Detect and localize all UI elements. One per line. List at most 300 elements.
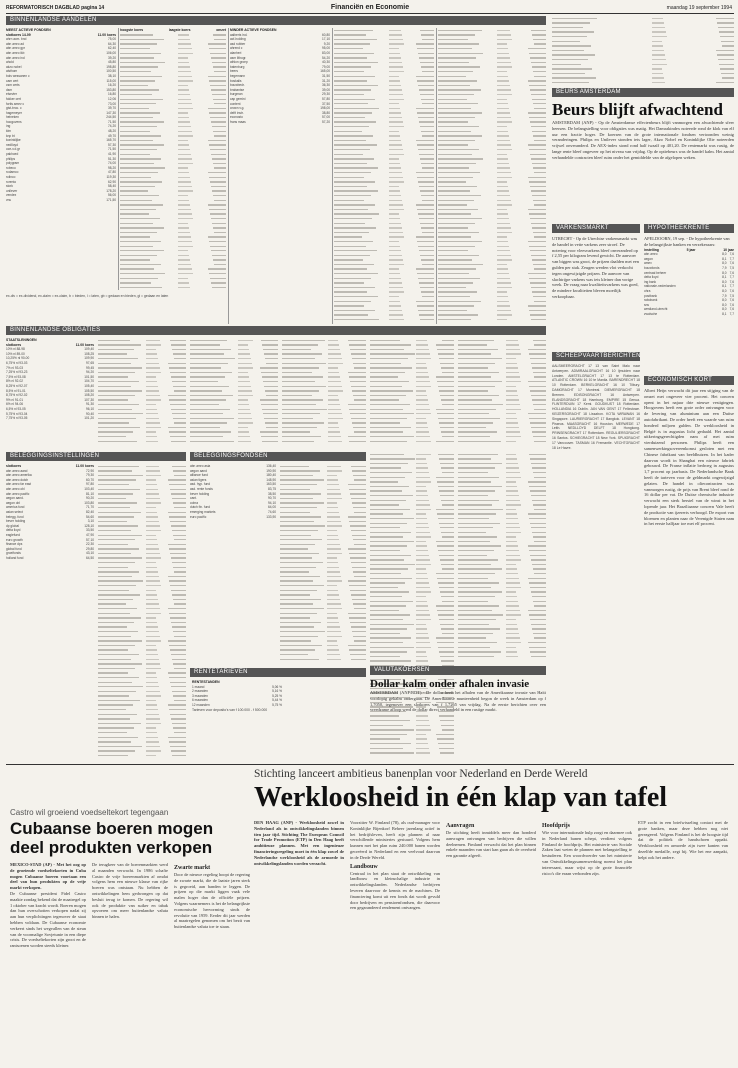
row-value: 64,30 xyxy=(108,41,116,46)
row-value: 7,6 xyxy=(729,302,734,307)
row-label: oce-v.d.gr xyxy=(6,147,20,152)
row-label: boskalis xyxy=(230,78,242,83)
row-value: 119,30 xyxy=(106,175,116,179)
cuba-body-2: Door de nieuwe regeling hoopt de regering de zwarte markt, die de laatste jaren sterk is gegroeid, aan banden te leggen. De prijzen op die markt liggen vaak vele malen hoger dan de officiële prijzen. Volgens waarnemers is het de belangrijkste economische hervorming sinds de revolutie van 1959. Eerder dit jaar werden al maatregelen genomen om het bezit van buitenlandse valuta toe te staan. xyxy=(174,872,250,930)
row-label: hagemeyer xyxy=(6,110,22,115)
row-label: 5,75% nl 93-04 xyxy=(6,411,28,416)
row-value: 96,10 xyxy=(86,406,94,411)
row-value: 147,30 xyxy=(106,110,116,115)
row-label: belegg. fund xyxy=(6,514,24,519)
row-value: 83,00 xyxy=(322,50,330,55)
section-varkensmarkt: VARKENSMARKT xyxy=(552,224,640,233)
beleggingsinstellingen-col-headers: slotkoers 11.00 koers xyxy=(6,464,94,468)
row-label: eaglefund xyxy=(6,532,21,537)
aandelen-fill-2 xyxy=(120,33,226,290)
section-aandelen: BINNENLANDSE AANDELEN xyxy=(6,16,546,25)
beurs-article xyxy=(552,100,734,220)
row-value: 47,80 xyxy=(108,170,116,175)
row-value: 37,50 xyxy=(322,101,330,106)
hypotheek-block xyxy=(644,236,734,372)
row-label: abn amro ikb xyxy=(6,50,25,55)
row-value: 3,10 xyxy=(87,519,94,524)
row-value: 7,6 xyxy=(729,279,734,284)
row-value: 16,80 xyxy=(108,92,116,97)
row-label: content xyxy=(230,101,241,106)
row-value: 8,0 xyxy=(722,270,727,275)
row-label: 7,25% nl 93-23 xyxy=(6,370,28,375)
row-label: bols wessanen c xyxy=(6,73,30,78)
row-label: aegon aand. xyxy=(6,496,24,501)
aandelen-footnote: ex-div = ex-dividend, ex-claim = ex-claim, b = bieden, l = laten, gb = gedaan en bieden, gl = gedaan en laten xyxy=(6,294,169,298)
row-label: centraal beheer xyxy=(644,270,667,275)
row-value: 16,20 xyxy=(108,83,116,88)
row-label: america fund xyxy=(6,505,25,510)
row-label: elsevier xyxy=(6,92,17,97)
row-value: 178,20 xyxy=(106,188,116,193)
row-value: 5,44 % xyxy=(272,698,282,703)
row-value: 38,50 xyxy=(268,491,276,496)
col-separator xyxy=(228,28,229,324)
row-label: delta lloyd xyxy=(6,528,21,533)
row-value: 60,70 xyxy=(86,477,94,482)
row-value: 198,00 xyxy=(320,106,330,111)
row-value: 57,00 xyxy=(322,115,330,120)
beleggingsfondsen-col-1 xyxy=(190,464,276,664)
werkloosheid-subhead: Landbouw xyxy=(350,863,378,870)
row-value: 56,00 xyxy=(108,193,116,198)
col-separator xyxy=(436,28,437,324)
row-label: 8% nl 92-02 xyxy=(6,379,24,384)
row-label: ahrn acm. bnd xyxy=(6,37,27,42)
row-value: 98,20 xyxy=(108,165,116,170)
row-value: 106,00 xyxy=(106,50,116,55)
row-label: burgman xyxy=(230,92,243,97)
aandelen-rows-2 xyxy=(230,33,330,125)
werk-col-1 xyxy=(254,820,344,911)
row-label: 6,75% nl 93-03 xyxy=(6,360,28,365)
row-label: ing xyxy=(6,124,11,129)
row-value: 62,40 xyxy=(108,46,116,51)
row-label: abn amro aand xyxy=(6,468,28,473)
row-value: 7,7 xyxy=(729,275,734,280)
cuba-col-2 xyxy=(92,862,168,949)
cuba-columns xyxy=(10,862,250,949)
row-label: stork xyxy=(6,184,13,189)
row-value: 74,20 xyxy=(108,124,116,129)
row-value: 51,30 xyxy=(108,156,116,161)
table-row xyxy=(6,556,94,561)
row-value: 94,10 xyxy=(268,500,276,505)
row-value: 165,00 xyxy=(320,69,330,74)
row-label: econosto xyxy=(230,115,243,120)
texture-line xyxy=(458,654,546,659)
row-value: 90,70 xyxy=(268,496,276,501)
row-label: bouwfonds xyxy=(644,265,660,270)
row-label: abn amro asia xyxy=(190,464,211,468)
cuba-subhead: Zwarte markt xyxy=(174,865,211,871)
row-label: abn amro gpr xyxy=(6,46,25,51)
rentetarieven-subhead: RENTESTANDEN xyxy=(192,680,220,684)
row-label: 7% nl 93-03 xyxy=(6,365,24,370)
row-label: postbank xyxy=(644,293,657,298)
row-value: 7,7 xyxy=(729,284,734,289)
row-value: 198,80 xyxy=(106,64,116,69)
row-value: 7,9 xyxy=(722,293,727,298)
row-value: 128,10 xyxy=(84,523,94,528)
row-label: alanheri xyxy=(230,50,242,55)
aandelen-subhead: MEEST ACTIEVE FONDSEN xyxy=(6,28,51,32)
section-beleggingsfondsen: BELEGGINGSFONDSEN xyxy=(190,452,366,461)
aandelen-col-5 xyxy=(438,28,546,324)
row-value: 7,7 xyxy=(729,256,734,261)
row-label: euro growth xyxy=(6,537,23,542)
row-label: 12 maanden xyxy=(192,702,210,707)
table-row xyxy=(644,312,734,317)
row-label: rolinco xyxy=(6,175,16,179)
obligaties-rows xyxy=(6,347,94,421)
row-label: unilever xyxy=(6,188,18,193)
row-value: 7,6 xyxy=(729,288,734,293)
row-label: abn amro pacific xyxy=(6,491,30,496)
row-label: delta lloyd xyxy=(644,275,659,280)
row-value: 8,0 xyxy=(722,302,727,307)
row-label: cap gemini xyxy=(230,96,246,101)
row-value: 79,30 xyxy=(86,473,94,478)
row-label: rodamco xyxy=(6,170,19,175)
row-value: 57,20 xyxy=(322,119,330,124)
row-label: klm xyxy=(6,129,11,134)
row-value: 74,00 xyxy=(108,161,116,166)
row-label: koninklijke xyxy=(6,138,21,143)
werk-col-5 xyxy=(638,820,728,911)
werkloosheid-subhead-3: Hoofdprijs xyxy=(542,823,571,829)
texture-line xyxy=(458,439,546,444)
row-value: 8,1 xyxy=(722,311,727,316)
row-label: 8,25% nl 92-07 xyxy=(6,383,28,388)
row-value: 105,50 xyxy=(84,388,94,393)
row-label: csm certs xyxy=(6,83,20,88)
row-label: polygram xyxy=(6,161,20,166)
hypotheek-col-headers: instelling 5 jaar 10 jaar xyxy=(644,247,734,252)
row-label: asm lithogr. xyxy=(230,55,247,60)
row-value: 5,16 % xyxy=(272,689,282,694)
row-label: 1 maand xyxy=(192,684,205,689)
obligaties-col-3 xyxy=(190,338,278,448)
row-label: philips xyxy=(6,156,16,161)
row-value: 5,25 % xyxy=(272,693,282,698)
row-value: 31,20 xyxy=(322,78,330,83)
row-label: bever holding xyxy=(190,491,210,496)
row-value: 8,0 xyxy=(722,252,727,257)
row-value: 94,20 xyxy=(86,370,94,375)
row-label: nationale-nederlanden xyxy=(644,284,676,289)
row-label: abn amro xyxy=(644,252,658,257)
beleggingsfondsen-rows xyxy=(190,464,276,519)
row-label: 7,5% nl 93-08 xyxy=(6,374,26,379)
row-label: hoogovens xyxy=(6,119,22,124)
table-row xyxy=(190,515,276,520)
row-label: global fund xyxy=(6,546,22,551)
cuba-body-3: De terugkeer van de boerenmarkten werd al maanden verwacht. In 1986 schafte Castro de vrije boerenmarkten af omdat volgens hem een nieuwe klasse van rijke boeren was ontstaan. Nu hebben de ontwikkelingen hem gedwongen op dat besluit terug te komen. De regering wil ook de produktie van suiker en tabak opvoeren om meer buitenlandse valuta binnen te halen. xyxy=(92,862,168,920)
werkloosheid-body: Voorzitter W. Fimland (78), als oud-manager voor Koninklijke Bijenkorf Beheer jarenlang actief in het bedrijfsleven, heeft zijn plannen al naar verschillende ministeries gestuurd. Volgens hem kunnen met het plan ruim 240.000 banen worden gecreëerd in Nederland en een veelvoud daarvan in de Derde Wereld. xyxy=(350,820,440,860)
row-label: nedlloyd xyxy=(6,142,18,147)
row-value: 99,45 xyxy=(86,365,94,370)
werkloosheid-kicker: Stichting lanceert ambitieus banenplan voor Nederland en Derde Wereld xyxy=(254,768,588,780)
row-value: 8,0 xyxy=(722,261,727,266)
row-value: 103,80 xyxy=(84,500,94,505)
section-beleggingsinstellingen: BELEGGINGSINSTELLINGEN xyxy=(6,452,186,461)
cuba-kicker: Castro wil groeiend voedseltekort tegengaan xyxy=(10,808,169,817)
row-label: fortis amev c xyxy=(6,101,25,106)
row-label: 6,5% nl 93-05 xyxy=(6,406,26,411)
row-value: 22,30 xyxy=(86,542,94,547)
row-value: 75,00 xyxy=(108,37,116,42)
table-row xyxy=(230,120,330,125)
row-value: 8,1 xyxy=(722,256,727,261)
row-value: 73,00 xyxy=(108,101,116,106)
beleggingsinstellingen-col-2 xyxy=(98,464,186,759)
row-value: 7,5 xyxy=(729,293,734,298)
row-label: asian select xyxy=(6,509,23,514)
row-label: knp bt xyxy=(6,133,15,138)
row-value: 171,50 xyxy=(106,197,116,202)
werkloosheid-columns xyxy=(254,820,734,911)
row-value: 7,6 xyxy=(729,270,734,275)
row-label: finance dps xyxy=(6,542,23,547)
row-value: 64,00 xyxy=(268,505,276,510)
fondsen-col-4 xyxy=(458,452,546,662)
hypotheek-rows xyxy=(644,252,734,316)
row-label: ing bank xyxy=(644,279,657,284)
row-value: 31,50 xyxy=(322,73,330,78)
werkloosheid-headline: Werkloosheid in één klap van tafel xyxy=(254,782,668,813)
obligaties-col-5 xyxy=(370,338,454,448)
row-value: 100,50 xyxy=(106,69,116,74)
row-label: asd. hyp. fund xyxy=(190,482,211,487)
row-label: ahold xyxy=(6,60,14,65)
row-value: 8,0 xyxy=(722,288,727,293)
economisch-article xyxy=(644,388,734,759)
row-value: 109,90 xyxy=(84,356,94,361)
section-economisch: ECONOMISCH KORT xyxy=(644,376,734,385)
cuba-body: De Cubaanse president Fidel Castro maakte zondag bekend dat de maatregel op 1 oktober van kracht wordt. Boeren mogen dan hun overschotten verkopen nadat zij aan hun verplichtingen tegenover de staat hebben voldaan. De Cubaanse economie verkeert sinds het wegvallen van de steun van de voormalige Sovjetunie in een diepe crisis. De voedseltekorten zijn groot en de rantsoenen worden steeds kleiner. xyxy=(10,890,86,949)
masthead-section: Financiën en Economie xyxy=(330,4,410,11)
row-value: 38,10 xyxy=(108,73,116,78)
werkloosheid-subhead-2: Aanvragen xyxy=(446,823,475,829)
row-value: 40,30 xyxy=(322,60,330,65)
row-label: cant. xyxy=(190,496,197,501)
row-value: 101,20 xyxy=(84,416,94,421)
row-label: robeco xyxy=(6,165,16,170)
row-value: 97,65 xyxy=(86,360,94,365)
row-value: 71,50 xyxy=(108,119,116,124)
row-value: 108,25 xyxy=(84,351,94,356)
obligaties-col-4 xyxy=(282,338,366,448)
row-value: 64,50 xyxy=(86,555,94,560)
section-rentetarieven: RENTETARIEVEN xyxy=(190,668,366,677)
row-label: alsthom xyxy=(6,69,18,74)
row-label: rorento xyxy=(6,179,17,184)
row-value: 8,0 xyxy=(722,298,727,303)
aandelen-col-headers-2: hoogste koers laagste koers omzet xyxy=(120,28,226,32)
row-label: asd rubber xyxy=(230,41,246,46)
cuba-col-1 xyxy=(10,862,86,949)
row-label: cam cert xyxy=(6,78,19,83)
werk-col-4 xyxy=(542,820,632,911)
rentetarieven-block xyxy=(192,680,282,758)
row-label: alliance fund xyxy=(190,473,208,478)
row-value: 36,30 xyxy=(322,83,330,88)
valuta-body: AMSTERDAM (ANP/RDT) - De dollar heeft het afhalen van de Amerikaanse invasie van Haïti voorlopig gekalm ondergaan. De Amerikaanse munteenheid begon de week in Amsterdam op f 1,7050, tegenover een slotkoers van f 1,7265 van vrijdag. Na de eerste berichten over een vreedzame afloop werd de dollar direct verhandeld in een rustige markt. xyxy=(370,690,546,713)
table-row xyxy=(6,198,116,203)
row-value: 7,6 xyxy=(729,307,734,312)
row-label: abn amro far east xyxy=(6,482,31,487)
masthead-left: REFORMATORISCH DAGBLAD pagina 14 xyxy=(6,5,105,11)
row-value: 81,10 xyxy=(86,491,94,496)
texture-line xyxy=(120,285,226,290)
row-label: groeifonds xyxy=(6,551,21,556)
row-value: 90,40 xyxy=(86,411,94,416)
row-value: 180,40 xyxy=(266,473,276,478)
masthead xyxy=(6,3,734,13)
fold-rule xyxy=(6,764,734,765)
obligaties-subhead: STAATSLENINGEN xyxy=(6,338,37,342)
row-value: 57,30 xyxy=(108,142,116,147)
section-obligaties: BINNENLANDSE OBLIGATIES xyxy=(6,326,546,335)
row-label: 8,5% nl 91-01 xyxy=(6,388,26,393)
row-value: 153,80 xyxy=(106,87,116,92)
row-label: 10% nl 89-00 xyxy=(6,351,25,356)
werkloosheid-lead: DEN HAAG (ANP) - Werkloosheid zowel in Nederland als in ontwikkelingslanden binnen tien jaar tijd. Stichting The European Council for Trade Promotion (ETP) in Den Haag heeft ambitieuze plannen. Met een ingenieuze financieringsregeling moet in één klap zowel de Nederlandse werkloosheid als de armoede in ontwikkelingslanden worden verzacht. xyxy=(254,820,344,866)
row-value: 54,60 xyxy=(86,514,94,519)
row-label: bever holding xyxy=(6,519,26,524)
valuta-headline: Dollar kalm onder afhalen invasie xyxy=(370,678,530,690)
row-value: 39,70 xyxy=(108,106,116,111)
row-label: abn amro dutch xyxy=(6,477,29,482)
row-value: 45,80 xyxy=(108,60,116,65)
scheepvaart-body: AALSMEERGRACHT 17 13 van Saint Malo naar Antwerpen. ADMIRAALGRACHT 16 10 Ijmuiden naar Londen. AMSTELGRACHT 17 13 te Rotterdam. ATLANTIC CROWN 16 10 te Manila. BARENDRECHT 18 10 Rotterdam. BERKELGRACHT 16 10 Tilbury. DAMGRACHT 17 Montreal. DIEMERGRACHT 18 Bremen. EDISONGRACHT 16 Antwerpen. ELANDSGRACHT 18 Hamburg. EMPIRE 15 Genua. FLINTERDUIN 17 Kemi. GOUDKUST 18 Rotterdam. HOLLANDIA 16 Dublin. JAN VAN GENT 17 Felixstowe. KEIZERSGRACHT 18 Lissabon. KOTA WIRAWAN 16 Singapore. LAURIERGRACHT 17 Bangkok. LEVANT 18 Piraeus. MAASGRACHT 16 Houston. MERWEDE 17 Leith. NEDLLOYD DELFT 18 Hongkong. PRINSENGRACHT 17 Rotterdam. REGULIERSGRACHT 16 Santos. SCHIEGRACHT 18 New York. SPUIGRACHT 17 Vancouver. TASMAN 16 Fremantle. VECHTGRACHT 18 Le Havre. xyxy=(552,364,640,450)
rentetarieven-rows xyxy=(192,685,282,708)
row-value: 29,80 xyxy=(86,546,94,551)
row-label: akzo nobel xyxy=(6,64,22,69)
row-label: westland-utrecht xyxy=(644,307,668,312)
row-label: brabantse xyxy=(230,87,245,92)
row-value: 39,20 xyxy=(108,55,116,60)
col-separator xyxy=(118,28,119,290)
row-value: 8,0 xyxy=(722,279,727,284)
row-value: 82,40 xyxy=(86,509,94,514)
row-label: fokker cert xyxy=(6,96,21,101)
valuta-article xyxy=(370,678,546,758)
hypotheek-intro: APELDOORN, 19 sep. - De hypotheekrente van de belangrijkste banken en verzekeraars: xyxy=(644,236,730,247)
row-value: 107,30 xyxy=(84,397,94,402)
row-value: 57,80 xyxy=(322,96,330,101)
row-label: emerging markets xyxy=(190,509,216,514)
row-label: sns xyxy=(644,302,649,307)
row-value: 103,40 xyxy=(84,486,94,491)
texture-line xyxy=(334,317,434,322)
section-hypotheek: HYPOTHEEKRENTE xyxy=(644,224,734,233)
texture-line xyxy=(282,439,366,444)
row-label: gist-broc. c xyxy=(6,106,22,111)
row-value: 58,40 xyxy=(108,184,116,189)
row-value: 38,80 xyxy=(322,110,330,115)
row-value: 8,0 xyxy=(722,307,727,312)
row-value: 108,20 xyxy=(84,393,94,398)
row-label: 10,25% nl 90-00 xyxy=(6,356,30,361)
row-value: 7,6 xyxy=(729,261,734,266)
row-value: 109,40 xyxy=(84,347,94,352)
obligaties-col-6 xyxy=(458,338,546,448)
row-label: dsm xyxy=(6,87,13,92)
row-value: 148,90 xyxy=(266,477,276,482)
varkensmarkt-body: UTRECHT - Op de Utrechtse varkensmarkt was de handel in vette varkens zeer stroef. De notering voor vleesvarkens bleef onveranderd op f 2,55 per kilogram levend gewicht. De aanvoer van biggen was groot, de prijzen daalden met een gulden per stuk. Zeugen werden vlot verkocht tegen ongewijzigde prijzen. De aanvoer van slachtrijpe varkens was iets kleiner dan vorige week. De vraag naar kwaliteitsvarkens was goed, de mindere kwaliteiten bleven moeilijk verkoopbaar. xyxy=(552,236,639,299)
row-value: 74,60 xyxy=(268,509,276,514)
row-label: beers xyxy=(230,69,238,74)
beleggingsinstellingen-col-1 xyxy=(6,464,94,759)
row-value: 190,90 xyxy=(266,468,276,473)
row-value: 17,10 xyxy=(322,37,330,42)
werkloosheid-body-5: ETP zocht in een briefwisseling contact met de grote banken, maar deze hebben nog niet gereageerd. Volgens Fimland is het de hoogste tijd dat de politiek de handschoen oppakt. Werkloosheid en armoede zijn twee kanten van dezelfde medaille, zegt hij. Wie het ene aanpakt, helpt ook het andere. xyxy=(638,820,728,860)
row-label: heineken xyxy=(6,115,19,120)
row-label: asd. rente fonds xyxy=(190,486,213,491)
cuba-article xyxy=(10,808,250,1064)
row-label: asian tigers xyxy=(190,477,207,482)
row-value: 60,80 xyxy=(322,32,330,37)
row-value: 62,90 xyxy=(108,179,116,184)
row-label: batenburg xyxy=(230,64,245,69)
row-label: vendex xyxy=(6,193,17,198)
texture-line xyxy=(98,439,186,444)
cuba-lead: MEXICO-STAD (AP) - Met het oog op de groeiende voedseltekorten in Cuba mogen Cubaanse boeren voortaan een deel van hun produkten op de vrije markt verkopen. xyxy=(10,862,86,891)
row-value: 8,1 xyxy=(722,275,727,280)
row-label: abn amro amerika xyxy=(6,473,32,478)
row-label: 6% nl 94-06 xyxy=(6,402,24,407)
row-value: 7,6 xyxy=(729,252,734,257)
obligaties-col-2 xyxy=(98,338,186,448)
row-value: 136,40 xyxy=(266,464,276,468)
beurs-body: AMSTERDAM (ANP) - Op de Amsterdamse effectenbeurs blijft vanmorgen een afwachtende sfeer heersen. De belangstelling voor obligaties was matig. Het Damrakindex noteerde rond de klok van elf uur een fractie hoger. De koersen van de grote internationale fondsen vertoonden weinig veranderingen. Philips en Unilever stonden iets lager, Akzo Nobel en Koninklijke Olie noteerden vrijwel onveranderd. De AEX-index stond rond half twaalf op 401,20. De rentemarkt was rustig, de lange rente bleef ongeveer op het niveau van vrijdag. Op de optiebeurs was de handel kalm. Het aantal verhandelde contracten bleef ruim onder het gemiddelde van de afgelopen weken. xyxy=(552,120,734,160)
row-label: 10% nl 88-98 xyxy=(6,347,25,352)
row-label: frans maas xyxy=(230,119,246,124)
row-label: zwolsche xyxy=(644,311,658,316)
row-label: cobra xyxy=(190,500,198,505)
row-value: 97,80 xyxy=(86,482,94,487)
row-value: 5,75 % xyxy=(272,702,282,707)
row-value: 43,10 xyxy=(86,551,94,556)
row-label: 9% nl 91-01 xyxy=(6,397,24,402)
row-label: acf-holding xyxy=(230,37,246,42)
row-value: 41,90 xyxy=(108,152,116,157)
werk-col-2 xyxy=(350,820,440,911)
werkloosheid-body-4: Wie voor internationale hulp zorgt en daarmee ook in Nederland banen schept, verdient volgens Fimland de hoofdprijs. Het ministerie van Sociale Zaken laat weten de plannen met belangstelling te bestuderen. Een woordvoerder van het ministerie van Ontwikkelingssamenwerking noemt het plan interessant, maar wijst op de grote financiële risico's die eraan verbonden zijn. xyxy=(542,830,632,876)
row-value: 104,70 xyxy=(84,379,94,384)
row-value: 115,00 xyxy=(106,78,116,83)
texture-line xyxy=(190,439,278,444)
row-value: 244,50 xyxy=(106,115,116,120)
row-value: 90,20 xyxy=(86,496,94,501)
row-value: 54,20 xyxy=(322,55,330,60)
row-value: 57,10 xyxy=(86,537,94,542)
row-label: athlon groep xyxy=(230,60,248,65)
row-value: 7,7 xyxy=(729,311,734,316)
row-value: 7,5 xyxy=(729,265,734,270)
row-label: aegon xyxy=(644,256,653,261)
row-value: 165,70 xyxy=(106,138,116,143)
varkensmarkt-article xyxy=(552,236,640,348)
row-label: 6 maanden xyxy=(192,698,208,703)
werkloosheid-body-3: De stichting heeft inmiddels meer dan honderd aanvragen ontvangen van bedrijven die willen deelnemen. Fimland verwacht dat het plan binnen enkele maanden van start kan gaan als de overheid een garantie afgeeft. xyxy=(446,830,536,859)
